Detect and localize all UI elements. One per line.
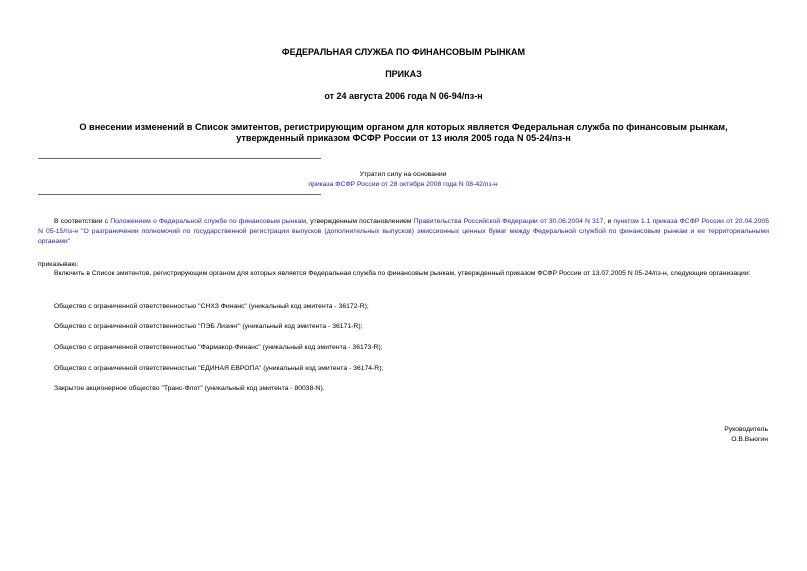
organization-item: Общество с ограниченной ответственностью "Фармакор-Финанс" (уникальный код эмитента - 36173-R);: [54, 344, 383, 351]
document-title: О внесении изменений в Список эмитентов, регистрирующим органом для которых является Федеральная служба по финансовым рынкам, утвержденный приказом ФСФР России от 13 июля 2005 года N 05-24/пз-н: [79, 122, 728, 143]
preamble-text-3: , и: [603, 218, 614, 225]
ordered-word: приказываю:: [38, 261, 79, 268]
preamble-text-2: , утвержденным постановлением: [306, 218, 414, 225]
preamble-paragraph: [38, 217, 769, 247]
order-clause-link[interactable]: пунктом 1.1 приказа ФСФР России от 20.04.2005 N 05-15/пз-н "О разграничении полномочий по государственной регистрации выпусков (дополнительных выпусков) эмиссионных ценных бумаг между Федеральной службой по финансовым рынкам и ее территориальными органами": [38, 218, 770, 245]
agency-name: ФЕДЕРАЛЬНАЯ СЛУЖБА ПО ФИНАНСОВЫМ РЫНКАМ: [281, 47, 526, 57]
organization-item: Общество с ограниченной ответственностью "СНХЗ Финанс" (уникальный код эмитента - 36172-R);: [54, 303, 369, 310]
document-date: от 24 августа 2006 года N 06-94/пз-н: [324, 91, 483, 101]
signatory-name: О.В.Вьюгин: [731, 436, 768, 443]
organization-item: Общество с ограниченной ответственностью "ЕДИНАЯ ЕВРОПА" (уникальный код эмитента - 36174-R);: [54, 365, 384, 372]
organization-item: Закрытое акционерное общество "Транс-Флот" (уникальный код эмитента - 80038-N).: [54, 385, 325, 392]
divider-top: [38, 158, 321, 159]
government-decree-link[interactable]: Правительства Российской Федерации от 30.06.2004 N 317: [413, 218, 604, 225]
include-paragraph: Включить в Список эмитентов, регистрирующим органом для которых является Федеральная служба по финансовым рынкам, утвержденный приказом ФСФР России от 13.07.2005 N 05-24/пз-н, следующие организации:: [54, 270, 751, 277]
status-note: [270, 170, 536, 190]
status-note-text: Утратил силу на основании: [359, 171, 447, 178]
status-note-link[interactable]: приказа ФСФР России от 28 октября 2008 года N 08-42/пз-н: [308, 181, 498, 188]
divider-bottom: [38, 194, 321, 195]
preamble-text-1: В соответствии с: [54, 218, 111, 225]
regulation-link[interactable]: Положением о Федеральной службе по финансовым рынкам: [110, 218, 307, 225]
signature-block: [724, 425, 768, 445]
document-type: ПРИКАЗ: [385, 69, 422, 79]
organization-item: Общество с ограниченной ответственностью "ПЭБ Лизинг" (уникальный код эмитента - 36171-R);: [54, 323, 363, 330]
signatory-position: Руководитель: [724, 426, 768, 433]
